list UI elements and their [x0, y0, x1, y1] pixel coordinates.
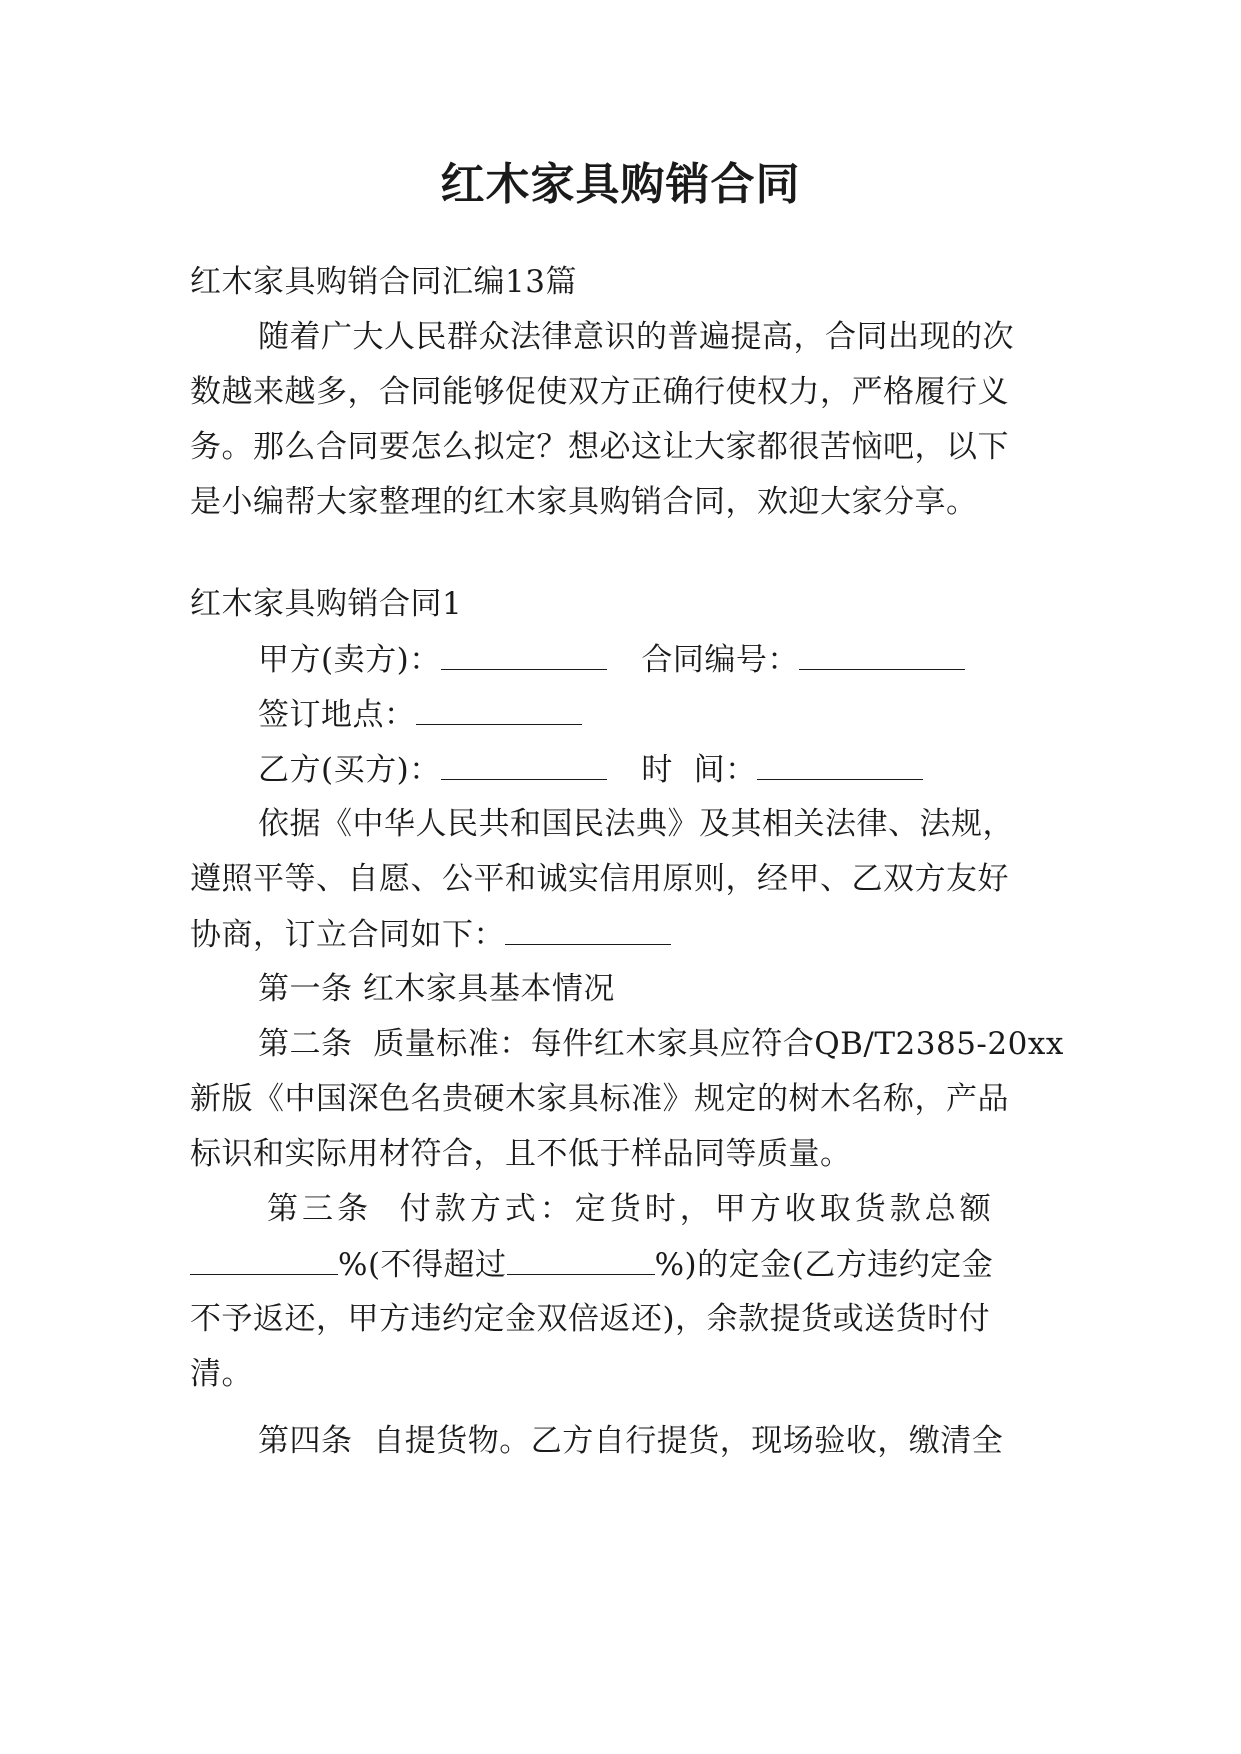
- article-4-line-1: 第四条 自提货物。乙方自行提货，现场验收，缴清全: [258, 1423, 1004, 1459]
- article-2-line-2: 新版《中国深色名贵硬木家具标准》规定的树木名称，产品: [190, 1081, 1009, 1117]
- document-title: 红木家具购销合同: [440, 159, 801, 210]
- article-3-line-4: 清。: [190, 1356, 253, 1392]
- intro-line-2: 数越来越多，合同能够促使双方正确行使权力，严格履行义: [190, 374, 1009, 410]
- time-label: 时 间：: [641, 752, 757, 788]
- article-3-line-1: 第三条 付款方式：定货时，甲方收取货款总额: [267, 1191, 995, 1227]
- place-blank: [416, 694, 582, 725]
- article-2-line-1: 第二条 质量标准：每件红木家具应符合QB/T2385-20xx: [258, 1026, 1064, 1062]
- party-a-blank: [441, 639, 607, 670]
- basis-blank: [505, 914, 671, 945]
- party-a-row: [258, 639, 965, 680]
- contract-no-blank: [799, 639, 965, 670]
- deposit-max-blank: [507, 1244, 655, 1275]
- article-3-text-a: %(不得超过: [338, 1247, 507, 1283]
- party-b-label: 乙方(买方)：: [258, 752, 441, 788]
- article-2-line-3: 标识和实际用材符合，且不低于样品同等质量。: [190, 1136, 852, 1172]
- article-3-line-3: 不予返还，甲方违约定金双倍返还)，余款提货或送货时付: [190, 1301, 991, 1337]
- document-subtitle: 红木家具购销合同汇编13篇: [190, 264, 577, 300]
- basis-line-2: 遵照平等、自愿、公平和诚实信用原则，经甲、乙双方友好: [190, 861, 1009, 897]
- basis-line-3: 协商，订立合同如下：: [190, 917, 505, 953]
- party-a-label: 甲方(卖方)：: [258, 642, 441, 678]
- basis-line-1: 依据《中华人民共和国民法典》及其相关法律、法规，: [258, 806, 1014, 842]
- place-row: [258, 694, 582, 735]
- deposit-percent-blank: [190, 1244, 338, 1275]
- article-3-line-2: [190, 1244, 993, 1285]
- party-b-row: [258, 749, 923, 790]
- place-label: 签订地点：: [258, 697, 416, 733]
- contract-no-label: 合同编号：: [641, 642, 799, 678]
- intro-line-1: 随着广大人民群众法律意识的普遍提高，合同出现的次: [258, 319, 1014, 355]
- article-1: 第一条 红木家具基本情况: [258, 971, 615, 1007]
- intro-line-3: 务。那么合同要怎么拟定？想必这让大家都很苦恼吧，以下: [190, 429, 1009, 465]
- section-heading: 红木家具购销合同1: [190, 586, 463, 622]
- time-blank: [757, 749, 923, 780]
- basis-line-3-row: [190, 914, 671, 955]
- article-3-text-b: %)的定金(乙方违约定金: [654, 1247, 994, 1283]
- party-b-blank: [441, 749, 607, 780]
- intro-line-4: 是小编帮大家整理的红木家具购销合同，欢迎大家分享。: [190, 484, 978, 520]
